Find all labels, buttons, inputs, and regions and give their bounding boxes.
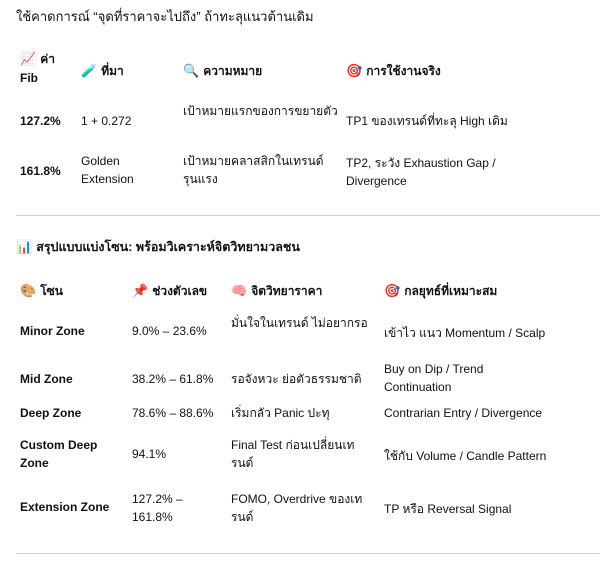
intro-text: ใช้คาดการณ์ “จุดที่ราคาจะไปถึง” ถ้าทะลุแนวต้านเดิม	[16, 9, 314, 24]
table2-row4-strategy: ใช้กับ Volume / Candle Pattern	[384, 449, 547, 463]
section-divider-top	[16, 215, 600, 216]
table1-header-use: 🎯 การใช้งานจริง	[346, 64, 441, 79]
table2-row1-range: 9.0% – 23.6%	[132, 324, 207, 338]
table2-row5-strategy: TP หรือ Reversal Signal	[384, 502, 512, 516]
table1-row2-source: Golden Extension	[81, 154, 134, 186]
section-divider-bottom	[16, 553, 600, 554]
table2-row1-strategy: เข้าไว แนว Momentum / Scalp	[384, 326, 546, 340]
target-icon: 🎯	[384, 284, 401, 299]
table1-row1-meaning: เป้าหมายแรกของการขยายตัว	[183, 104, 338, 118]
table2-row2-strategy: Buy on Dip / Trend Continuation	[384, 362, 484, 394]
section2-title: 📊 สรุปแบบแบ่งโซน: พร้อมวิเคราะห์จิตวิทยามวลชน	[16, 240, 300, 255]
chart-up-icon: 📈	[20, 52, 37, 67]
fib-extension-table	[20, 50, 600, 200]
target-icon: 🎯	[346, 64, 363, 79]
table1-row1-source: 1 + 0.272	[81, 114, 132, 128]
table2-header-strategy: 🎯 กลยุทธ์ที่เหมาะสม	[384, 284, 498, 299]
table1-row2-use: TP2, ระวัง Exhaustion Gap / Divergence	[346, 156, 496, 188]
palette-icon: 🎨	[20, 284, 37, 299]
magnifier-icon: 🔍	[183, 64, 200, 79]
table2-header-psych: 🧠 จิตวิทยาราคา	[231, 284, 323, 299]
table1-row1-use: TP1 ของเทรนด์ที่ทะลุ High เดิม	[346, 114, 508, 128]
test-tube-icon: 🧪	[81, 64, 98, 79]
table2-header-range: 📌 ช่วงตัวเลข	[132, 284, 208, 299]
zone-summary-table	[20, 282, 600, 532]
table2-row5-range: 127.2% – 161.8%	[132, 492, 183, 524]
table2-row1-psych: มั่นใจในเทรนด์ ไม่อยากรอ	[231, 316, 368, 330]
table1-row2-meaning: เป้าหมายคลาสสิกในเทรนด์รุนแรง	[183, 154, 324, 186]
table1-header-meaning: 🔍 ความหมาย	[183, 64, 263, 79]
table2-row5-zone: Extension Zone	[20, 500, 110, 514]
table2-row4-range: 94.1%	[132, 447, 167, 461]
table1-row2-fib: 161.8%	[20, 164, 61, 178]
table2-row3-zone: Deep Zone	[20, 406, 82, 420]
table2-row2-zone: Mid Zone	[20, 372, 73, 386]
table2-row2-psych: รอจังหวะ ย่อตัวธรรมชาติ	[231, 372, 362, 386]
table2-row3-range: 78.6% – 88.6%	[132, 406, 214, 420]
table2-row2-range: 38.2% – 61.8%	[132, 372, 214, 386]
table2-row3-psych: เริ่มกลัว Panic ปะทุ	[231, 406, 330, 420]
table2-header-zone: 🎨 โซน	[20, 284, 63, 299]
table2-row5-psych: FOMO, Overdrive ของเทรนด์	[231, 492, 363, 524]
table2-row3-strategy: Contrarian Entry / Divergence	[384, 406, 543, 420]
table1-header-source: 🧪 ที่มา	[81, 64, 124, 79]
table2-row4-psych: Final Test ก่อนเปลี่ยนเทรนด์	[231, 438, 355, 470]
brain-icon: 🧠	[231, 284, 248, 299]
bar-chart-icon: 📊	[16, 240, 33, 255]
table2-row1-zone: Minor Zone	[20, 324, 85, 338]
table1-header-fib: 📈 ค่า Fib	[20, 52, 55, 85]
table2-row4-zone: Custom Deep Zone	[20, 438, 98, 470]
pushpin-icon: 📌	[132, 284, 149, 299]
table1-row1-fib: 127.2%	[20, 114, 61, 128]
